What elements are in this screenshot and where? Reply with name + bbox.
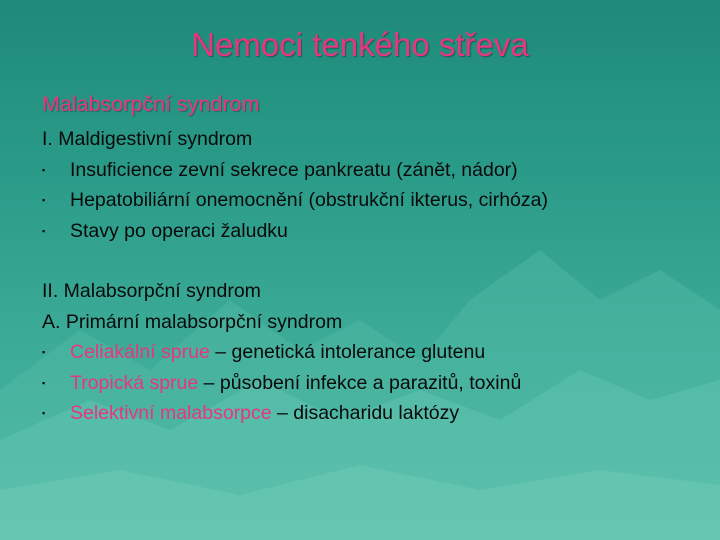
- list-item-term: Celiakální sprue: [70, 341, 210, 363]
- section-1-heading: I. Maldigestivní syndrom: [42, 128, 253, 150]
- list-item-text: Hepatobiliární onemocnění (obstrukční ikterus, cirhóza): [70, 189, 548, 211]
- section-2-heading: II. Malabsorpční syndrom: [42, 280, 261, 302]
- list-item: [42, 216, 702, 247]
- spacer: [42, 246, 702, 276]
- bullet-icon: ▪: [42, 164, 46, 175]
- list-item-text: – genetická intolerance glutenu: [209, 341, 486, 363]
- list-item: [42, 155, 702, 186]
- list-item-text: Insuficience zevní sekrece pankreatu (zánět, nádor): [70, 158, 518, 181]
- slide-content: [42, 88, 702, 429]
- bullet-icon: ▪: [42, 377, 46, 388]
- slide-title: Nemoci tenkého střeva: [191, 26, 529, 63]
- list-item-text: – disacharidu laktózy: [271, 402, 460, 424]
- list-item-term: Tropická sprue: [70, 371, 199, 394]
- slide-subtitle: Malabsorpční syndrom: [42, 92, 260, 116]
- list-item-text: Stavy po operaci žaludku: [70, 219, 288, 242]
- list-item: [42, 398, 702, 429]
- list-item: [42, 185, 702, 216]
- bullet-icon: ▪: [42, 347, 46, 357]
- list-item-term: Selektivní malabsorpce: [70, 402, 272, 424]
- bullet-icon: ▪: [42, 225, 46, 236]
- bullet-icon: ▪: [42, 195, 46, 205]
- list-item-text: – působení infekce a parazitů, toxinů: [198, 371, 522, 394]
- list-item: [42, 337, 702, 368]
- section-2-subheading: A. Primární malabsorpční syndrom: [42, 310, 343, 333]
- bullet-icon: ▪: [42, 408, 46, 418]
- list-item: [42, 368, 702, 399]
